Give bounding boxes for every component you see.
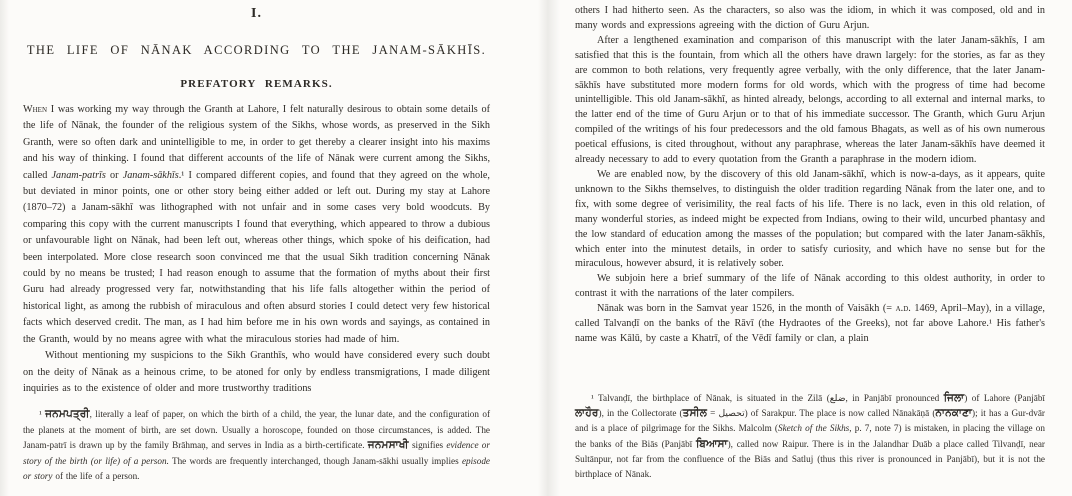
paragraph: ¹ ਜਨਮਪਤ੍ਰੀ, literally a leaf of paper, on which the birth of a child, the year, the lunar date, and the configuration of the planets at the moment of birth, are set down. Usually a horoscope, founded on those circumstances, is added. The Janam-patrī is drawn up by the family Brāhmaṇ, and serves in India as a birth-certificate. ਜਨਮਸਾਖੀ signifies evidence or story of the birth (or life) of a person. The words are frequently interchanged, though Janam-sākhi usually implies episode or story of the life of a person. — [23, 408, 491, 482]
right-page-body — [575, 4, 1045, 347]
paragraph: We are enabled now, by the discovery of this old Janam-sākhī, which is now-a-days, as it appears, quite unknown to the Sikhs themselves, to distinguish the older tradition regarding Nānak from the later one, and to fix, with some degree of verisimility, the real facts of his life. There is no lack, even in this old relation, of many wonderful stories, as indeed might be expected from Indians, owing to their wild, uncurbed phantasy and the low standard of education among the masses of the population; but compared with the later Janam-sākhīs, which enter into the minutest details, in order to satisfy curiosity, and which have no sense but for the miraculous, however absurd, it is relatively sober. — [575, 168, 1045, 270]
page-gutter-shadow — [538, 0, 560, 496]
chapter-number: I. — [251, 6, 262, 21]
section-heading: PREFATORY REMARKS. — [180, 78, 333, 90]
paragraph: ¹ Talvanḍī, the birthplace of Nānak, is situated in the Zilā (ضلع, in Panjābī pronounced ਜਿਲਾ) of Lahore (Panjābī ਲਾਹੌਰ), in the Collectorate (ਤਸੀਲ = تحصيل) of Sarakpur. The place is now called Nānakāṇā (ਨਾਨਕਾਣਾ); it has a Gur-dvār and is a place of pilgrimage for the Sikhs. Malcolm (Sketch of the Sikhs, p. 7, note 7) is mistaken, in placing the village on the banks of the Biās (Panjābī ਬਿਆਸਾ), called now Raipur. There is in the Jalandhar Duāb a place called Tilvanḍī, near Sultānpur, not far from the confluence of the Biās and Satluj (thus this river is pronounced in Panjābī), but it is not the birthplace of Nānak. — [575, 392, 1045, 480]
paragraph: others I had hitherto seen. As the characters, so also was the idiom, in which it was composed, old and in many words and expressions agreeing with the diction of Guru Arjun. — [575, 5, 1045, 31]
right-page-footnotes — [575, 391, 1045, 482]
chapter-title: THE LIFE OF NĀNAK ACCORDING TO THE JANAM-SĀKHĪS. — [26, 43, 487, 57]
paragraph: Nānak was born in the Samvat year 1526, in the month of Vaisākh (= a.d. 1469, April–May), in a village, called Talvanḍī on the banks of the Rāvī (the Hydraotes of the Greeks), not far above Lahore.¹ His father's name was Kālū, by caste a Khatrī, of the Vēdī family or clan, a plain — [575, 303, 1045, 344]
paragraph: Without mentioning my suspicions to the Sikh Granthīs, who would have considered every such doubt on the deity of Nānak as a heinous crime, to be atoned for only by endless transmigrations, I made diligent inquiries as to the existence of older and more trustworthy traditions — [23, 350, 490, 394]
left-page-footnotes — [23, 407, 490, 485]
left-page-body — [23, 102, 490, 397]
paragraph: After a lengthened examination and comparison of this manuscript with the later Janam-sākhīs, I am satisfied that this is the fountain, from which all the others have drawn largely: for the stories, as far as they are common to both relations, very frequently agree verbally, with the only difference, that the later Janam-sākhīs have substituted more modern forms for old words, which with the progress of time had become unintelligible. This old Janam-sākhī, as hinted already, belongs, according to all external and internal marks, to the latter end of the time of Guru Arjun or to that of his immediate successor. The Granth, which Guru Arjun compiled of the writings of his four predecessors and the old famous Bhagats, as well as of his own numerous poetical effusions, is cited throughout, without any paraphrase, whereas the later Janam-sākhīs have deemed it already necessary to add to every quotation from the Granth a paraphrase in the modern idiom. — [575, 34, 1045, 166]
paragraph: When I was working my way through the Granth at Lahore, I felt naturally desirous to obtain some details of the life of Nānak, the founder of the religious system of the Sikhs, whose words, as preserved in the Sikh Granth, were so often dark and unintelligible to me, in order to get thereby a clearer insight into his maxims and his way of thinking. I found that different accounts of the life of Nānak were current among the Sikhs, called Janam-patrīs or Janam-sākhīs.¹ I compared different copies, and found that they agreed on the whole, but deviated in minor points, one or other story being either added or left out. During my stay at Lahore (1870–72) a Janam-sākhī was lithographed with not unfair and in some cases very bold woodcuts. By comparing this copy with the current manuscripts I found that everything, which appeared to throw a dubious or unfavourable light on Nānak, had been left out, whereas other things, which spoke of his deification, had been interpolated. More close research soon convinced me that the usual Sikh tradition concerning Nānak could by no means be trusted; I had reason enough to assume that the formation of myths about their first Guru had already progressed very far, notwithstanding that his life falls altogether within the period of historical light, as among the rubbish of miraculous and often absurd stories I could detect very few historical facts which deserved credit. The man, as I had him before me in his own words and sayings, as contained in the Granth, would by no means agree with what the miraculous stories had made of him. — [23, 104, 490, 345]
left-page — [23, 0, 490, 496]
paragraph: We subjoin here a brief summary of the life of Nānak according to this oldest authority, in order to contrast it with the narrations of the later compilers. — [575, 273, 1045, 300]
right-page — [575, 0, 1045, 496]
